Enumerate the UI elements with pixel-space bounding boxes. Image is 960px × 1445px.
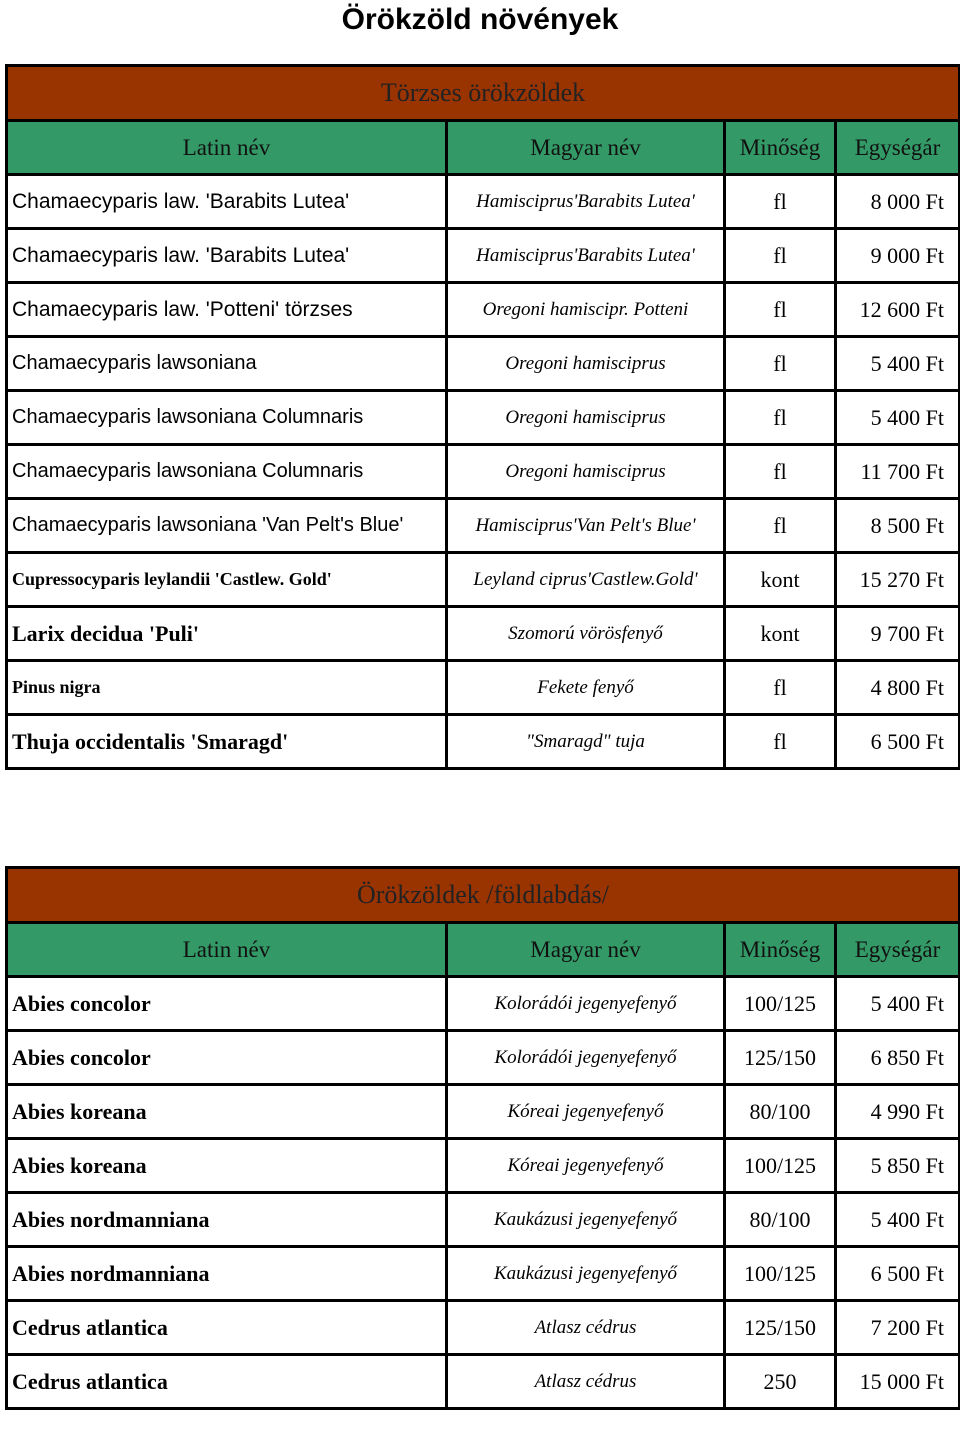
- table-row: [7, 977, 960, 1031]
- price: 9 000 Ft: [836, 229, 960, 283]
- hungarian-name: Kolorádói jegenyefenyő: [447, 1031, 725, 1085]
- table-row: [7, 607, 960, 661]
- table-row: [7, 499, 960, 553]
- quality: 100/125: [725, 1247, 836, 1301]
- quality: fl: [725, 337, 836, 391]
- latin-name: Pinus nigra: [7, 661, 447, 715]
- quality: fl: [725, 175, 836, 229]
- header-row: [7, 923, 960, 977]
- hungarian-name: Oregoni hamiscipr. Potteni: [447, 283, 725, 337]
- price: 11 700 Ft: [836, 445, 960, 499]
- quality: 125/150: [725, 1301, 836, 1355]
- quality: 80/100: [725, 1085, 836, 1139]
- hungarian-name: Kaukázusi jegenyefenyő: [447, 1247, 725, 1301]
- header-hungarian: Magyar név: [447, 923, 725, 977]
- price: 8 000 Ft: [836, 175, 960, 229]
- section-title: Örökzöldek /földlabdás/: [7, 868, 960, 923]
- quality: kont: [725, 553, 836, 607]
- latin-name: Larix decidua 'Puli': [7, 607, 447, 661]
- table-row: [7, 229, 960, 283]
- header-price: Egységár: [836, 923, 960, 977]
- quality: fl: [725, 391, 836, 445]
- latin-name: Cedrus atlantica: [7, 1355, 447, 1409]
- quality: kont: [725, 607, 836, 661]
- latin-name: Chamaecyparis lawsoniana Columnaris: [7, 391, 447, 445]
- price: 4 800 Ft: [836, 661, 960, 715]
- latin-name: Chamaecyparis law. 'Barabits Lutea': [7, 229, 447, 283]
- hungarian-name: Oregoni hamisciprus: [447, 445, 725, 499]
- price: 5 850 Ft: [836, 1139, 960, 1193]
- hungarian-name: Hamisciprus'Van Pelt's Blue': [447, 499, 725, 553]
- latin-name: Chamaecyparis law. 'Potteni' törzses: [7, 283, 447, 337]
- price: 8 500 Ft: [836, 499, 960, 553]
- quality: 100/125: [725, 1139, 836, 1193]
- quality: fl: [725, 445, 836, 499]
- price: 12 600 Ft: [836, 283, 960, 337]
- latin-name: Thuja occidentalis 'Smaragd': [7, 715, 447, 769]
- latin-name: Abies concolor: [7, 1031, 447, 1085]
- latin-name: Abies nordmanniana: [7, 1193, 447, 1247]
- latin-name: Chamaecyparis law. 'Barabits Lutea': [7, 175, 447, 229]
- price: 6 500 Ft: [836, 715, 960, 769]
- hungarian-name: Kaukázusi jegenyefenyő: [447, 1193, 725, 1247]
- hungarian-name: Hamisciprus'Barabits Lutea': [447, 229, 725, 283]
- table-row: [7, 1301, 960, 1355]
- latin-name: Chamaecyparis lawsoniana 'Van Pelt's Blue': [7, 499, 447, 553]
- price: 15 270 Ft: [836, 553, 960, 607]
- header-price: Egységár: [836, 121, 960, 175]
- hungarian-name: Kolorádói jegenyefenyő: [447, 977, 725, 1031]
- price: 6 850 Ft: [836, 1031, 960, 1085]
- table-row: [7, 337, 960, 391]
- latin-name: Abies nordmanniana: [7, 1247, 447, 1301]
- latin-name: Abies koreana: [7, 1139, 447, 1193]
- hungarian-name: Fekete fenyő: [447, 661, 725, 715]
- price: 5 400 Ft: [836, 337, 960, 391]
- quality: fl: [725, 229, 836, 283]
- header-quality: Minőség: [725, 121, 836, 175]
- table-row: [7, 283, 960, 337]
- hungarian-name: Szomorú vörösfenyő: [447, 607, 725, 661]
- table-row: [7, 661, 960, 715]
- table-row: [7, 715, 960, 769]
- quality: fl: [725, 715, 836, 769]
- section-title-row: [7, 66, 960, 121]
- latin-name: Chamaecyparis lawsoniana: [7, 337, 447, 391]
- table-rootball-evergreens: [5, 866, 960, 1410]
- table-row: [7, 1247, 960, 1301]
- hungarian-name: Kóreai jegenyefenyő: [447, 1085, 725, 1139]
- quality: 125/150: [725, 1031, 836, 1085]
- price: 6 500 Ft: [836, 1247, 960, 1301]
- table-row: [7, 553, 960, 607]
- table-row: [7, 175, 960, 229]
- price: 15 000 Ft: [836, 1355, 960, 1409]
- quality: 100/125: [725, 977, 836, 1031]
- table-row: [7, 1085, 960, 1139]
- table-row: [7, 1193, 960, 1247]
- section-title: Törzses örökzöldek: [7, 66, 960, 121]
- price: 5 400 Ft: [836, 1193, 960, 1247]
- latin-name: Cupressocyparis leylandii 'Castlew. Gold': [7, 553, 447, 607]
- header-quality: Minőség: [725, 923, 836, 977]
- latin-name: Chamaecyparis lawsoniana Columnaris: [7, 445, 447, 499]
- latin-name: Abies concolor: [7, 977, 447, 1031]
- hungarian-name: "Smaragd" tuja: [447, 715, 725, 769]
- header-latin: Latin név: [7, 121, 447, 175]
- price: 5 400 Ft: [836, 977, 960, 1031]
- table-row: [7, 391, 960, 445]
- header-row: [7, 121, 960, 175]
- quality: fl: [725, 499, 836, 553]
- price: 9 700 Ft: [836, 607, 960, 661]
- section-title-row: [7, 868, 960, 923]
- quality: fl: [725, 283, 836, 337]
- hungarian-name: Hamisciprus'Barabits Lutea': [447, 175, 725, 229]
- page-title: Örökzöld növények: [341, 3, 619, 36]
- price: 7 200 Ft: [836, 1301, 960, 1355]
- table-row: [7, 1355, 960, 1409]
- price: 4 990 Ft: [836, 1085, 960, 1139]
- hungarian-name: Atlasz cédrus: [447, 1355, 725, 1409]
- quality: 80/100: [725, 1193, 836, 1247]
- quality: fl: [725, 661, 836, 715]
- header-hungarian: Magyar név: [447, 121, 725, 175]
- hungarian-name: Leyland ciprus'Castlew.Gold': [447, 553, 725, 607]
- hungarian-name: Oregoni hamisciprus: [447, 391, 725, 445]
- hungarian-name: Oregoni hamisciprus: [447, 337, 725, 391]
- quality: 250: [725, 1355, 836, 1409]
- hungarian-name: Atlasz cédrus: [447, 1301, 725, 1355]
- table-row: [7, 445, 960, 499]
- table-row: [7, 1031, 960, 1085]
- table-trunk-evergreens: [5, 64, 960, 770]
- price: 5 400 Ft: [836, 391, 960, 445]
- header-latin: Latin név: [7, 923, 447, 977]
- latin-name: Cedrus atlantica: [7, 1301, 447, 1355]
- table-row: [7, 1139, 960, 1193]
- latin-name: Abies koreana: [7, 1085, 447, 1139]
- hungarian-name: Kóreai jegenyefenyő: [447, 1139, 725, 1193]
